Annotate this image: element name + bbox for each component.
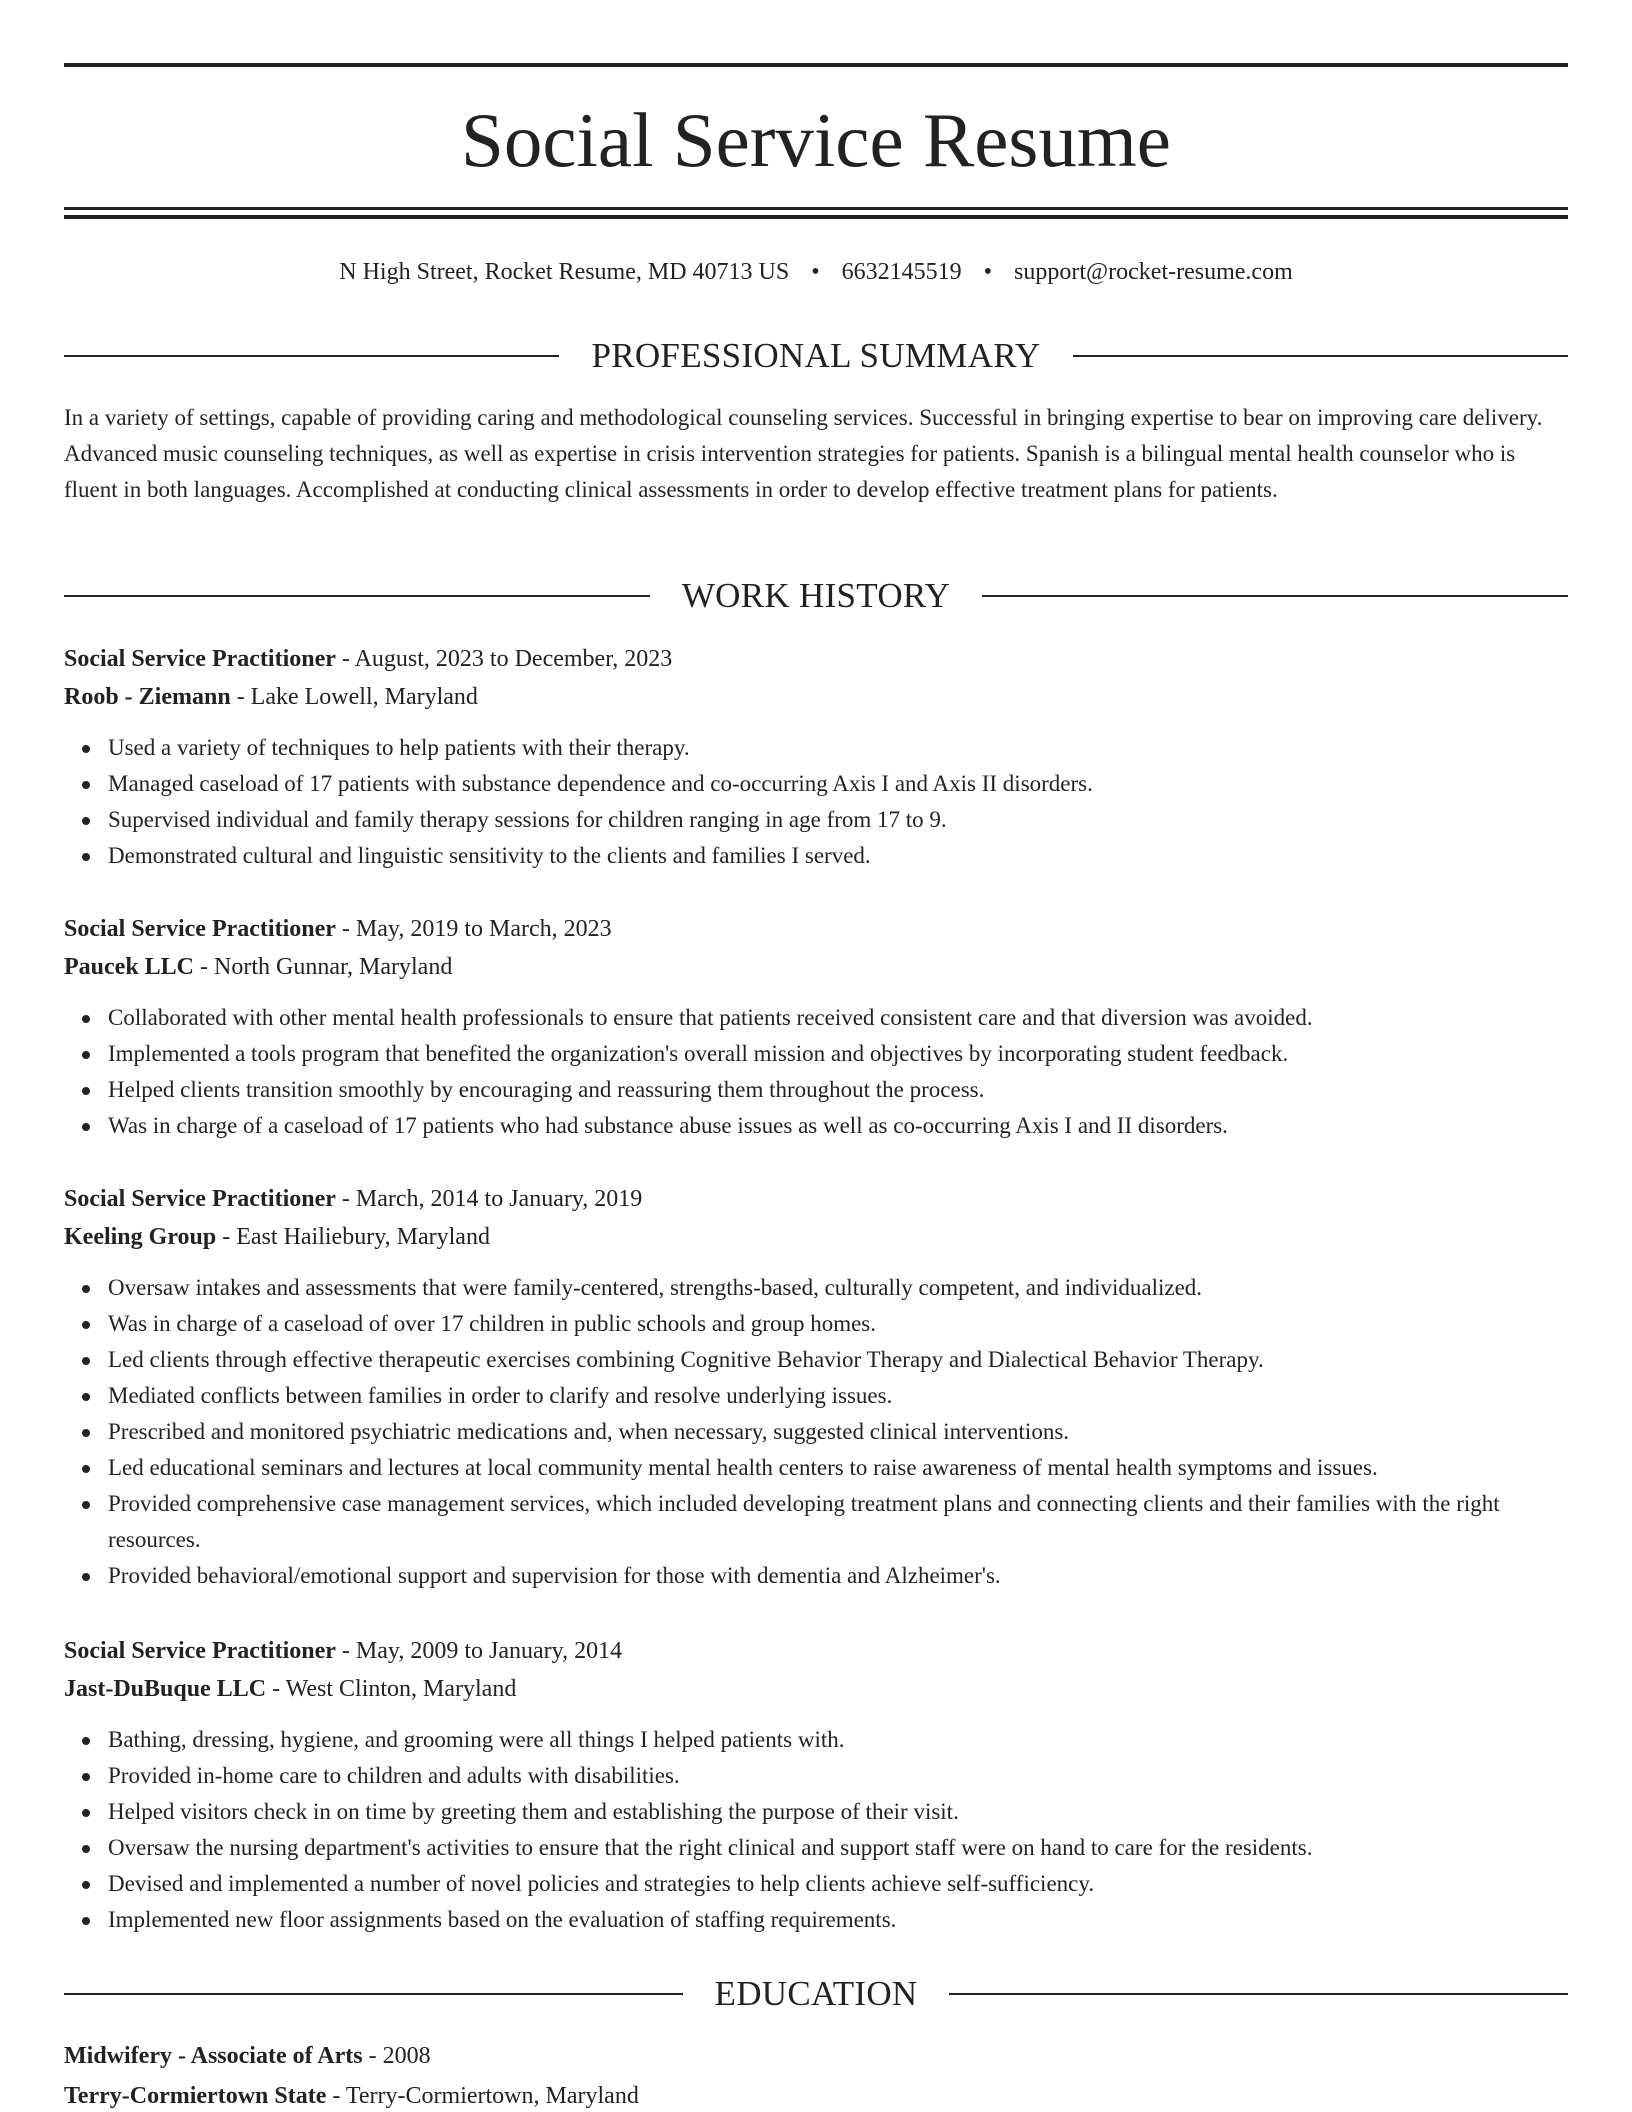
- job-title-line: [64, 640, 1568, 678]
- section-title: EDUCATION: [714, 1974, 918, 2013]
- education-degree: Midwifery - Associate of Arts: [64, 2043, 363, 2069]
- job-company: Paucek LLC: [64, 954, 195, 980]
- list-item: Prescribed and monitored psychiatric medications and, when necessary, suggested clinical interventions.: [64, 1414, 1568, 1450]
- list-item: Was in charge of a caseload of 17 patients who had substance abuse issues as well as co-occurring Axis I and II disorders.: [64, 1108, 1568, 1144]
- job-title-line: [64, 1632, 1568, 1670]
- job-company: Keeling Group: [64, 1224, 217, 1250]
- list-item: Helped visitors check in on time by greeting them and establishing the purpose of their visit.: [64, 1794, 1568, 1830]
- page-title: Social Service Resume: [461, 97, 1171, 183]
- section-title: PROFESSIONAL SUMMARY: [591, 336, 1041, 375]
- list-item: Provided in-home care to children and adults with disabilities.: [64, 1758, 1568, 1794]
- heading-rule-right: [1073, 355, 1568, 357]
- summary-text: In a variety of settings, capable of providing caring and methodological counseling services. Successful in bringing expertise to bear on improving care delivery. Advanced music counseling techniques, as well as expertise in crisis intervention strategies for patients. Spanish is a bilingual mental health counselor who is fluent in both languages. Accomplished at conducting clinical assessments in order to develop effective treatment plans for patients.: [64, 405, 1543, 502]
- job-company-line: [64, 1218, 1568, 1256]
- job-location: - North Gunnar, Maryland: [200, 954, 453, 980]
- list-item: Provided behavioral/emotional support and supervision for those with dementia and Alzheimer's.: [64, 1558, 1568, 1594]
- job-company-line: [64, 948, 1568, 986]
- list-item: Implemented new floor assignments based on the evaluation of staffing requirements.: [64, 1902, 1568, 1938]
- list-item: Implemented a tools program that benefited the organization's overall mission and objectives by incorporating student feedback.: [64, 1036, 1568, 1072]
- education-school: Terry-Cormiertown State: [64, 2083, 327, 2109]
- job-company-line: [64, 1670, 1568, 1708]
- list-item: Was in charge of a caseload of over 17 children in public schools and group homes.: [64, 1306, 1568, 1342]
- heading-rule-left: [64, 595, 650, 597]
- job-entry: [64, 1632, 1568, 1938]
- education-year: - 2008: [368, 2043, 431, 2069]
- list-item: Led clients through effective therapeutic exercises combining Cognitive Behavior Therapy and Dialectical Behavior Therapy.: [64, 1342, 1568, 1378]
- section-heading-education: [64, 1972, 1568, 2016]
- job-bullets: [64, 1000, 1568, 1144]
- job-entry: [64, 910, 1568, 1144]
- contact-line: [64, 254, 1568, 290]
- list-item: Mediated conflicts between families in order to clarify and resolve underlying issues.: [64, 1378, 1568, 1414]
- job-company: Roob - Ziemann: [64, 684, 231, 710]
- contact-separator: •: [983, 259, 993, 285]
- title-rule-lower: [64, 215, 1568, 219]
- job-dates: - March, 2014 to January, 2019: [341, 1186, 643, 1212]
- job-bullets: [64, 1722, 1568, 1938]
- heading-rule-right: [949, 1993, 1568, 1995]
- job-title-line: [64, 1180, 1568, 1218]
- list-item: Oversaw intakes and assessments that were family-centered, strengths-based, culturally competent, and individualized.: [64, 1270, 1568, 1306]
- job-location: - Lake Lowell, Maryland: [236, 684, 478, 710]
- education-entry: [64, 2036, 1568, 2112]
- job-dates: - May, 2019 to March, 2023: [341, 916, 612, 942]
- list-item: Bathing, dressing, hygiene, and grooming were all things I helped patients with.: [64, 1722, 1568, 1758]
- top-rule: [64, 63, 1568, 67]
- heading-rule-right: [982, 595, 1568, 597]
- section-heading-summary: [64, 334, 1568, 378]
- job-bullets: [64, 730, 1568, 874]
- education-location: - Terry-Cormiertown, Maryland: [332, 2083, 639, 2109]
- title-rule-upper: [64, 207, 1568, 210]
- list-item: Devised and implemented a number of novel policies and strategies to help clients achieve self-sufficiency.: [64, 1866, 1568, 1902]
- list-item: Managed caseload of 17 patients with substance dependence and co-occurring Axis I and Axis II disorders.: [64, 766, 1568, 802]
- contact-address: N High Street, Rocket Resume, MD 40713 US: [339, 259, 790, 285]
- list-item: Provided comprehensive case management services, which included developing treatment plans and connecting clients and their families with the right resources.: [64, 1486, 1568, 1558]
- heading-rule-left: [64, 1993, 683, 1995]
- section-title: WORK HISTORY: [681, 576, 951, 615]
- list-item: Oversaw the nursing department's activities to ensure that the right clinical and support staff were on hand to care for the residents.: [64, 1830, 1568, 1866]
- job-entry: [64, 1180, 1568, 1594]
- job-dates: - August, 2023 to December, 2023: [341, 646, 673, 672]
- heading-rule-left: [64, 355, 559, 357]
- job-company-line: [64, 678, 1568, 716]
- job-title: Social Service Practitioner: [64, 1638, 336, 1664]
- contact-phone: 6632145519: [841, 259, 962, 285]
- job-bullets: [64, 1270, 1568, 1594]
- job-entry: [64, 640, 1568, 874]
- job-location: - West Clinton, Maryland: [272, 1676, 517, 1702]
- list-item: Collaborated with other mental health professionals to ensure that patients received consistent care and that diversion was avoided.: [64, 1000, 1568, 1036]
- job-location: - East Hailiebury, Maryland: [222, 1224, 490, 1250]
- contact-email: support@rocket-resume.com: [1014, 259, 1293, 285]
- job-dates: - May, 2009 to January, 2014: [341, 1638, 623, 1664]
- job-title: Social Service Practitioner: [64, 916, 336, 942]
- list-item: Supervised individual and family therapy sessions for children ranging in age from 17 to 9.: [64, 802, 1568, 838]
- list-item: Demonstrated cultural and linguistic sensitivity to the clients and families I served.: [64, 838, 1568, 874]
- job-company: Jast-DuBuque LLC: [64, 1676, 267, 1702]
- contact-separator: •: [811, 259, 820, 285]
- list-item: Led educational seminars and lectures at local community mental health centers to raise awareness of mental health symptoms and issues.: [64, 1450, 1568, 1486]
- list-item: Used a variety of techniques to help patients with their therapy.: [64, 730, 1568, 766]
- education-school-line: [64, 2076, 1568, 2112]
- job-title-line: [64, 910, 1568, 948]
- job-title: Social Service Practitioner: [64, 646, 336, 672]
- job-title: Social Service Practitioner: [64, 1186, 336, 1212]
- education-degree-line: [64, 2036, 1568, 2076]
- section-heading-work: [64, 574, 1568, 618]
- list-item: Helped clients transition smoothly by encouraging and reassuring them throughout the process.: [64, 1072, 1568, 1108]
